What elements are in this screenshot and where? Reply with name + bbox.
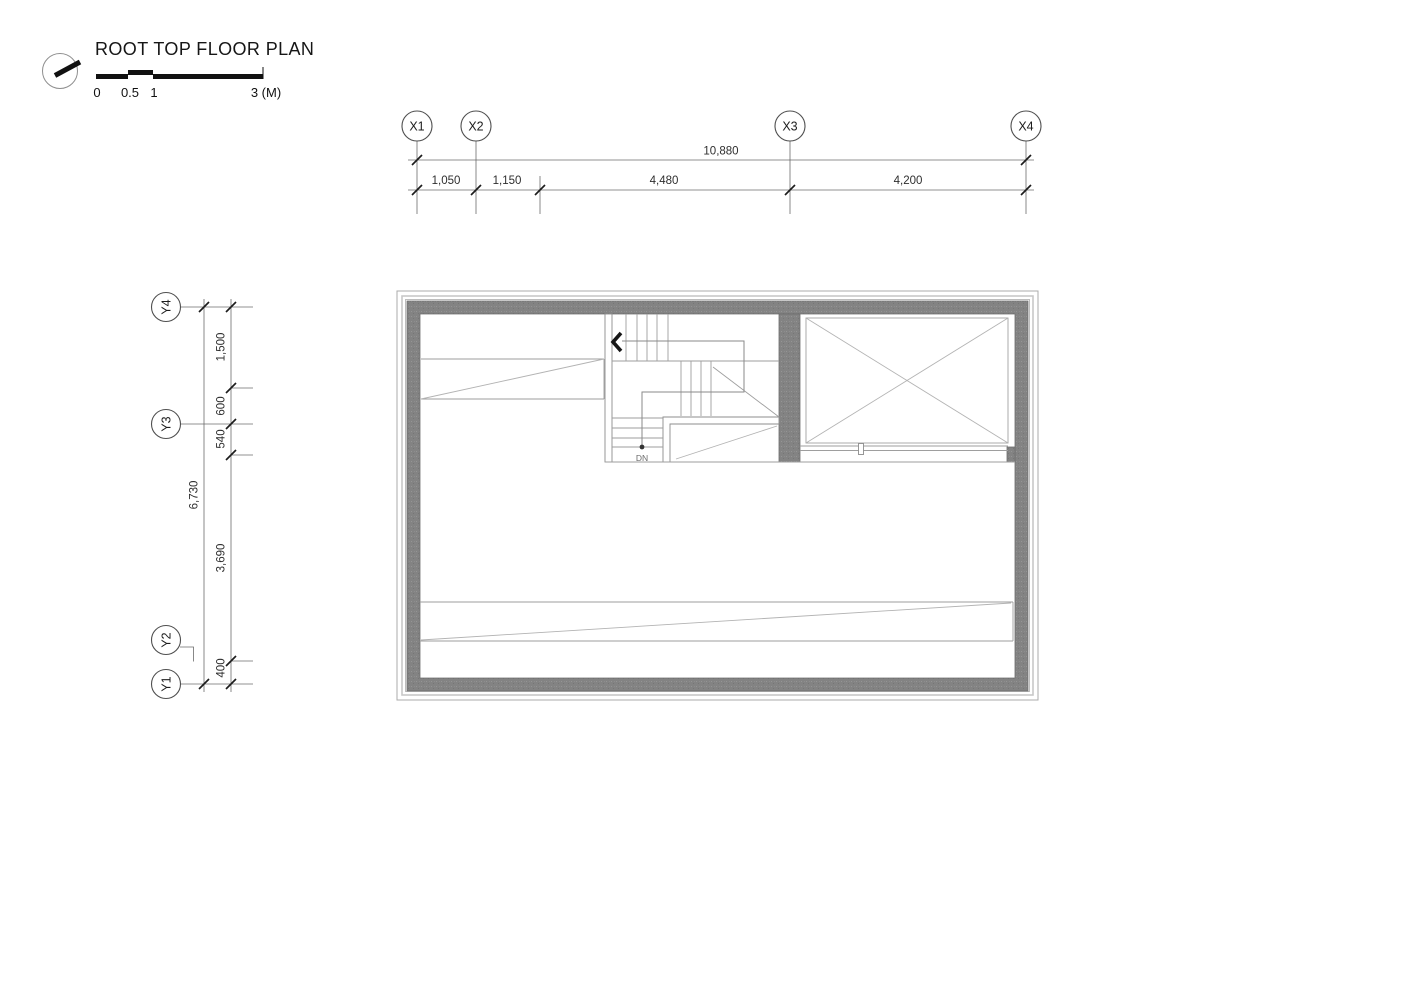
grid-bubble-x3 [775,111,805,141]
scale-segment [96,75,128,80]
svg-text:X4: X4 [1018,119,1034,134]
scale-segment [153,75,263,80]
grid-bubble-x2 [461,111,491,141]
walk-line-start-dot [640,445,645,450]
scale-label-1: 1 [150,85,158,100]
svg-text:Y2: Y2 [159,632,174,648]
y-grid-dimensions [152,293,254,699]
grid-bubble-x4 [1011,111,1041,141]
roof-slope-panel-left [421,359,604,399]
terrace-slope-band [420,602,1013,641]
scale-label-05: 0.5 [120,85,140,100]
grid-bubble-x1 [402,111,432,141]
dim-y-seg-1: 1,500 [215,332,228,362]
dim-y-seg-3: 540 [215,429,228,449]
parapet-coping-line [406,300,1030,692]
stair-walk-line [622,341,744,447]
dim-x-seg-4: 4,200 [893,175,923,187]
floor-plan [397,291,1038,700]
perimeter-wall [407,301,1028,691]
svg-text:X1: X1 [409,119,425,134]
stairwell [605,314,779,463]
scale-segment [128,70,153,75]
dim-x-seg-2: 1,150 [492,175,522,187]
dim-x-overall: 10,880 [703,145,739,158]
grid-bubble-y1 [152,670,181,699]
dim-y-seg-4: 3,690 [215,543,228,573]
door-handle-mark [859,444,864,455]
stair-elevator-wall [779,314,800,462]
wall-stub [1007,447,1015,462]
dim-y-seg-5: 400 [215,658,228,678]
stair-enclosure-wall [663,417,779,462]
stair-direction-arrow-icon [613,333,621,351]
grid-bubble-y3 [152,410,181,439]
roof-edge-outline [397,291,1038,700]
grid-bubble-y2 [152,626,181,655]
x-grid-dimensions [402,111,1041,214]
elevator-shaft [800,318,1008,455]
svg-text:Y1: Y1 [159,676,174,692]
svg-text:Y3: Y3 [159,416,174,432]
scale-bar [93,67,281,100]
north-arrow-icon [43,54,81,89]
dim-y-overall: 6,730 [188,480,201,510]
dim-x-seg-3: 4,480 [649,175,679,187]
scale-label-0: 0 [93,85,101,100]
svg-text:Y4: Y4 [159,299,174,315]
dim-x-seg-1: 1,050 [431,175,461,187]
scale-label-3m: 3 (M) [250,85,282,100]
grid-bubble-y4 [152,293,181,322]
dim-y-seg-2: 600 [215,396,228,416]
page-title: ROOT TOP FLOOR PLAN [95,39,315,59]
svg-text:X3: X3 [782,119,798,134]
svg-text:X2: X2 [468,119,484,134]
enclosure-slope-line [676,426,777,459]
stair-side-wall [605,314,612,462]
stair-dn-label: DN [635,453,649,463]
drainage-slope-line [421,603,1011,640]
